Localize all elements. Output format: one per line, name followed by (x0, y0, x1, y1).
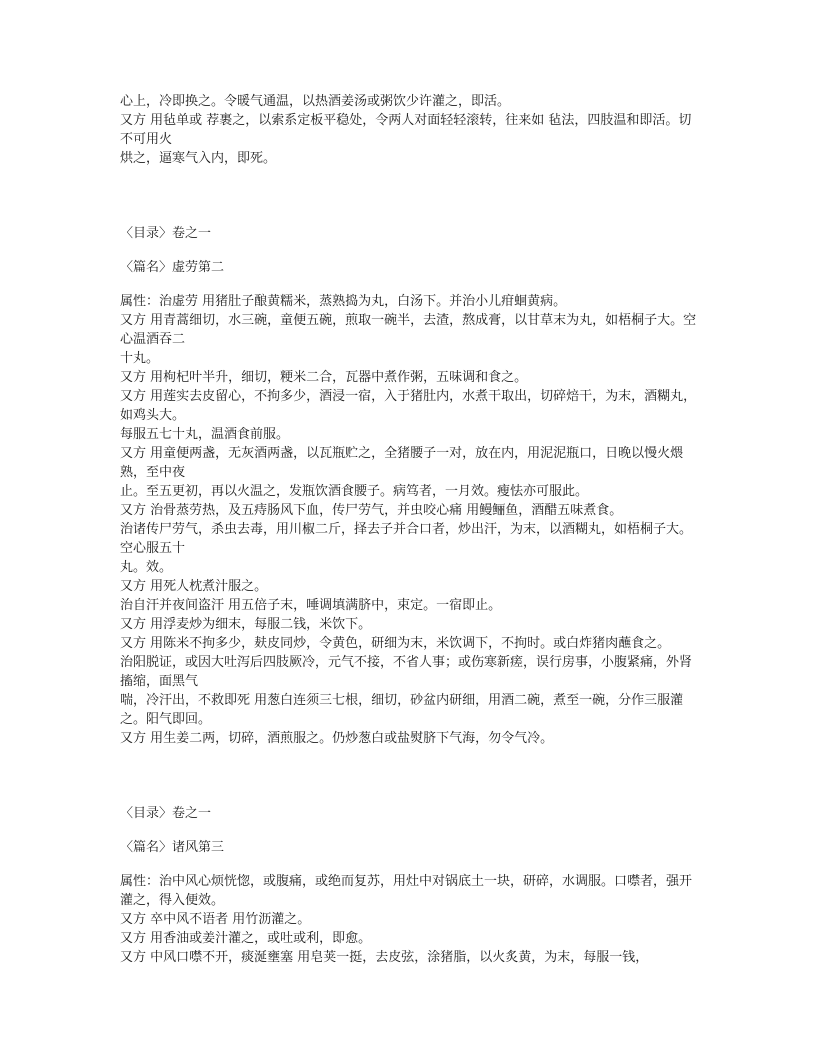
document-page (120, 92, 704, 967)
text-line: 属性：治中风心烦恍惚，或腹痛，或绝而复苏，用灶中对锅底土一块，研碎，水调服。口噤者，强开灌之，得入便效。 (120, 874, 693, 908)
text-line: 心上，冷即换之。令暖气通温，以热酒姜汤或粥饮少许灌之，即活。 (120, 94, 511, 109)
text-line: 又方 用童便两盏，无灰酒两盏，以瓦瓶贮之，全猪腰子一对，放在内，用泥泥瓶口，日晚以慢火煨熟，至中夜 (120, 446, 684, 480)
text-line: 又方 用死人枕煮汁服之。 (120, 579, 268, 594)
text-line: 十丸。 (120, 351, 160, 366)
text-line: 又方 用香油或姜汁灌之，或吐或利，即愈。 (120, 931, 372, 946)
text-line: 又方 用青蒿细切，水三碗，童便五碗，煎取一碗半，去渣，熬成膏，以甘草末为丸，如梧桐子大。空心温酒吞二 (120, 313, 697, 347)
text-line: 治阳脱证，或因大吐泻后四肢厥冷，元气不接，不省人事；或伤寒新瘥，误行房事，小腹紧痛，外肾搐缩，面黑气 (120, 655, 693, 689)
text-line: 又方 用浮麦炒为细末，每服二钱，米饮下。 (120, 617, 372, 632)
catalog-heading: 〈目录〉卷之一 (120, 226, 212, 241)
text-line: 又方 用枸杞叶半升，细切，粳米二合，瓦器中煮作粥，五味调和食之。 (120, 370, 528, 385)
chapter-title: 〈篇名〉虚劳第二 (120, 260, 225, 275)
section-xulao (120, 224, 704, 748)
text-line: 又方 用陈米不拘多少，麸皮同炒，令黄色，研细为末，米饮调下，不拘时。或白炸猪肉蘸食之。 (120, 636, 671, 651)
text-line: 治自汗并夜间盗汗 用五倍子末，唾调填满脐中，束定。一宿即止。 (120, 598, 502, 613)
text-line: 丸。效。 (120, 560, 173, 575)
text-line: 每服五七十丸，温酒食前服。 (120, 427, 290, 442)
text-line: 又方 用莲实去皮留心，不拘多少，酒浸一宿，入于猪肚内，水煮干取出，切碎焙干，为末，酒糊丸，如鸡头大。 (120, 389, 697, 423)
text-line: 属性：治虚劳 用猪肚子酿黄糯米，蒸熟捣为丸，白汤下。并治小儿疳蛔黄病。 (120, 294, 567, 309)
text-line: 又方 用生姜二两，切碎，酒煎服之。仍炒葱白或盐熨脐下气海，勿令气冷。 (120, 731, 554, 746)
text-line: 又方 治骨蒸劳热，及五痔肠风下血，传尸劳气，并虫咬心痛 用鳗鲡鱼，酒醋五味煮食。 (120, 503, 623, 518)
text-line: 喘，冷汗出，不救即死 用葱白连须三七根，细切，砂盆内研细，用酒二碗，煮至一碗，分作三服灌之。阳气即回。 (120, 693, 684, 727)
continuation-block (120, 92, 704, 168)
text-line: 烘之，逼寒气入内，即死。 (120, 151, 277, 166)
text-line: 治诸传尸劳气，杀虫去毒，用川椒二斤，择去子并合口者，炒出汗，为末，以酒糊丸，如梧桐子大。空心服五十 (120, 522, 693, 556)
section-zhufeng (120, 804, 704, 967)
chapter-title: 〈篇名〉诸风第三 (120, 840, 225, 855)
catalog-heading: 〈目录〉卷之一 (120, 806, 212, 821)
text-line: 又方 中风口噤不开，痰涎壅塞 用皂荚一挺，去皮弦，涂猪脂，以火炙黄，为末，每服一钱， (120, 950, 649, 965)
text-line: 又方 用毡单或 荐裹之，以索系定板平稳处，令两人对面轻轻滚转，往来如 毡法，四肢温和即活。切不可用火 (120, 113, 692, 147)
text-line: 又方 卒中风不语者 用竹沥灌之。 (120, 912, 311, 927)
text-line: 止。至五更初，再以火温之，发瓶饮酒食腰子。病笃者，一月效。瘦怯亦可服此。 (120, 484, 589, 499)
